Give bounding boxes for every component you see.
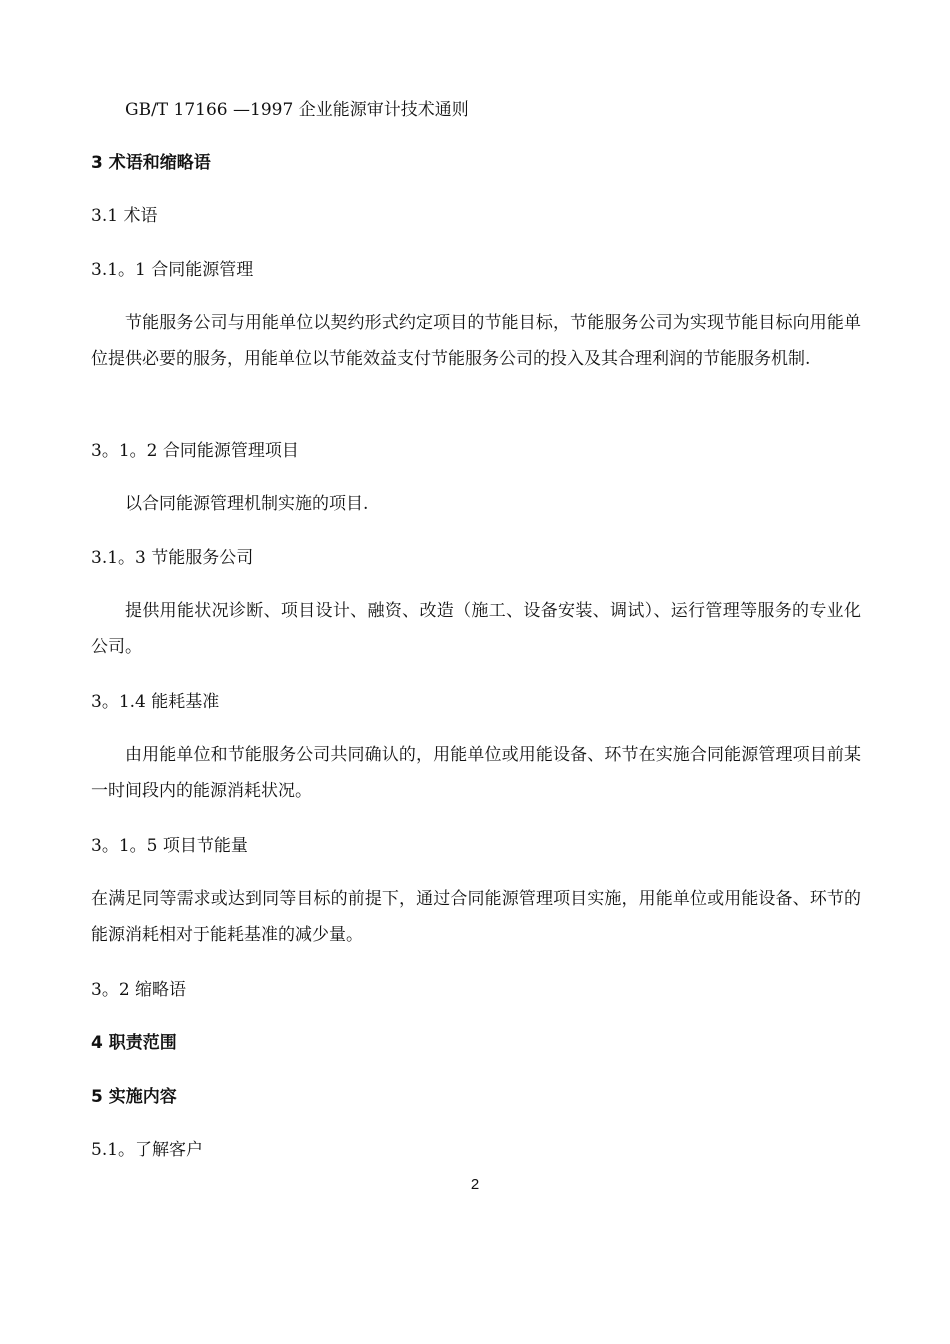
- term-definition-3-1-5: 在满足同等需求或达到同等目标的前提下，通过合同能源管理项目实施，用能单位或用能设备、环节的能源消耗相对于能耗基准的减少量。: [91, 889, 861, 945]
- term-definition-3-1-3: 提供用能状况诊断、项目设计、融资、改造（施工、设备安装、调试）、运行管理等服务的专业化公司。: [91, 601, 861, 657]
- term-definition-3-1-2: 以合同能源管理机制实施的项目.: [125, 494, 369, 514]
- subsection-heading-5-1: 5.1。了解客户: [91, 1140, 204, 1160]
- term-heading-3-1-1: 3.1。1 合同能源管理: [91, 260, 254, 280]
- subsection-heading-3-1: 3.1 术语: [91, 206, 158, 226]
- term-heading-3-1-4: 3。1.4 能耗基准: [91, 692, 220, 712]
- term-definition-3-1-1: 节能服务公司与用能单位以契约形式约定项目的节能目标，节能服务公司为实现节能目标向用能单位提供必要的服务，用能单位以节能效益支付节能服务公司的投入及其合理利润的节能服务机制.: [91, 313, 861, 369]
- term-definition-3-1-4: 由用能单位和节能服务公司共同确认的，用能单位或用能设备、环节在实施合同能源管理项目前某一时间段内的能源消耗状况。: [91, 745, 861, 801]
- section-heading-4: 4 职责范围: [91, 1033, 177, 1053]
- section-heading-3: 3 术语和缩略语: [91, 153, 211, 173]
- term-heading-3-1-5: 3。1。5 项目节能量: [91, 836, 248, 856]
- page-number: 2: [470, 1176, 480, 1193]
- term-heading-3-1-3: 3.1。3 节能服务公司: [91, 548, 254, 568]
- reference-standard: GB/T 17166 —1997 企业能源审计技术通则: [125, 100, 469, 120]
- term-heading-3-1-2: 3。1。2 合同能源管理项目: [91, 441, 299, 461]
- section-heading-5: 5 实施内容: [91, 1087, 177, 1107]
- subsection-heading-3-2: 3。2 缩略语: [91, 980, 187, 1000]
